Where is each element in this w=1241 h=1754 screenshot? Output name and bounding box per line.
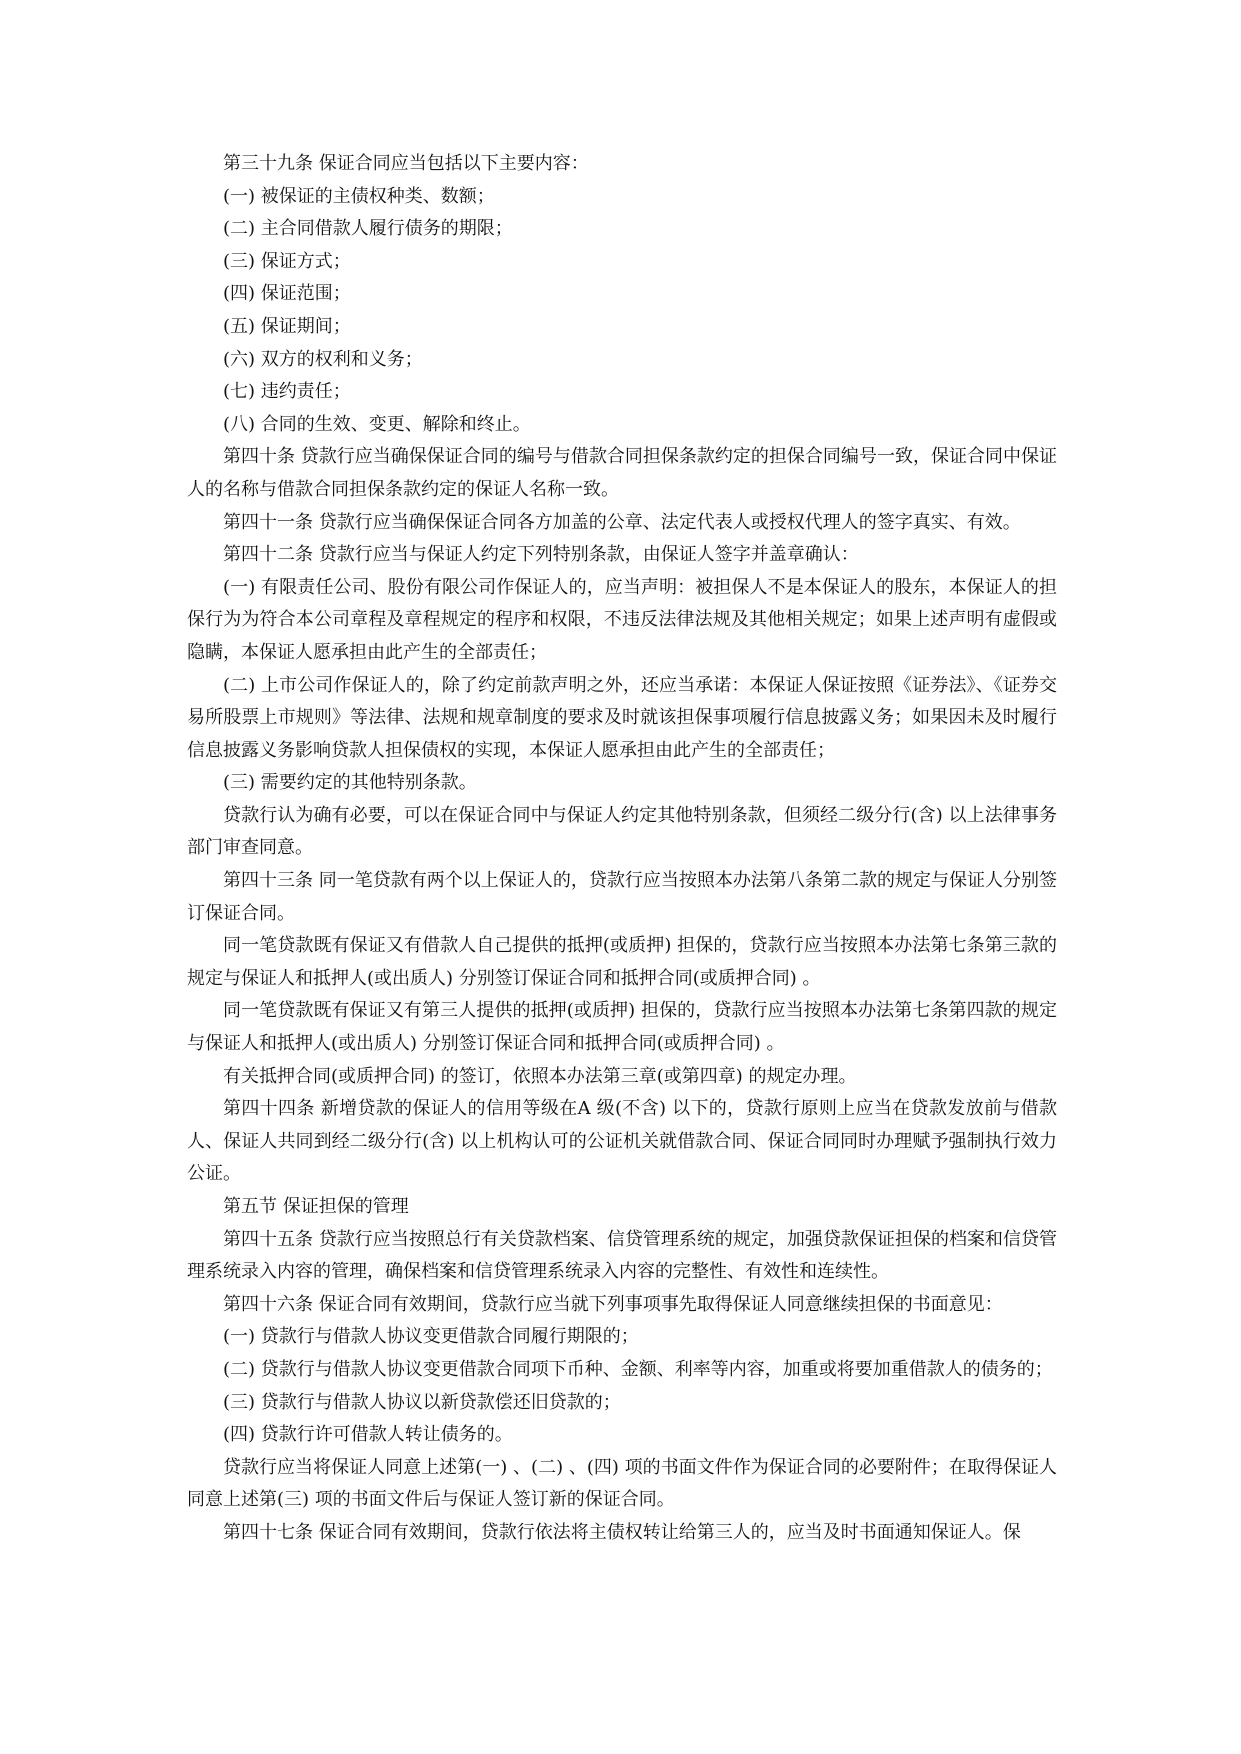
list-item: (二) 上市公司作保证人的，除了约定前款声明之外，还应当承诺：本保证人保证按照《证券法》、《证券交易所股票上市规则》等法律、法规和规章制度的要求及时就该担保事项履行信息披露义务；如果因未及时履行信息披露义务影响贷款人担保债权的实现，本保证人愿承担由此产生的全部责任； (187, 674, 1057, 761)
list-item: (四) 保证范围； (223, 283, 351, 305)
list-item: (八) 合同的生效、变更、解除和终止。 (223, 413, 531, 435)
list-item: (三) 需要约定的其他特别条款。 (223, 772, 477, 794)
article-47: 第四十七条 保证合同有效期间，贷款行依法将主债权转让给第三人的，应当及时书面通知保证人。保 (223, 1521, 1021, 1543)
body-paragraph: 贷款行应当将保证人同意上述第(一) 、(二) 、(四) 项的书面文件作为保证合同的必要附件；在取得保证人同意上述第(三) 项的书面文件后与保证人签订新的保证合同。 (187, 1456, 1057, 1511)
article-41: 第四十一条 贷款行应当确保保证合同各方加盖的公章、法定代表人或授权代理人的签字真实、有效。 (223, 511, 1021, 533)
document-page (187, 148, 1057, 1550)
list-item: (七) 违约责任； (223, 381, 351, 403)
article-39-heading: 第三十九条 保证合同应当包括以下主要内容： (223, 153, 589, 174)
list-item: (五) 保证期间； (223, 315, 351, 337)
body-paragraph: 同一笔贷款既有保证又有第三人提供的抵押(或质押) 担保的，贷款行应当按照本办法第七条第四款的规定与保证人和抵押人(或出质人) 分别签订保证合同和抵押合同(或质押合同) 。 (187, 1000, 1057, 1055)
article-46-heading: 第四十六条 保证合同有效期间，贷款行应当就下列事项事先取得保证人同意继续担保的书面意见： (223, 1293, 1003, 1315)
list-item: (四) 贷款行许可借款人转让债务的。 (223, 1424, 513, 1446)
body-paragraph: 贷款行认为确有必要，可以在保证合同中与保证人约定其他特别条款，但须经二级分行(含) 以上法律事务部门审查同意。 (187, 804, 1057, 859)
body-paragraph: 同一笔贷款既有保证又有借款人自己提供的抵押(或质押) 担保的，贷款行应当按照本办法第七条第三款的规定与保证人和抵押人(或出质人) 分别签订保证合同和抵押合同(或质押合同) 。 (187, 935, 1057, 989)
article-44: 第四十四条 新增贷款的保证人的信用等级在A 级(不含) 以下的，贷款行原则上应当在贷款发放前与借款人、保证人共同到经二级分行(含) 以上机构认可的公证机关就借款合同、保证合同同时办理赋予强制执行效力公证。 (187, 1098, 1057, 1185)
article-45: 第四十五条 贷款行应当按照总行有关贷款档案、信贷管理系统的规定，加强贷款保证担保的档案和信贷管理系统录入内容的管理，确保档案和信贷管理系统录入内容的完整性、有效性和连续性。 (187, 1228, 1057, 1283)
list-item: (二) 贷款行与借款人协议变更借款合同项下币种、金额、利率等内容，加重或将要加重借款人的债务的； (223, 1358, 1053, 1380)
list-item: (三) 贷款行与借款人协议以新贷款偿还旧贷款的； (223, 1391, 621, 1413)
body-paragraph: 有关抵押合同(或质押合同) 的签订，依照本办法第三章(或第四章) 的规定办理。 (223, 1065, 857, 1087)
article-40: 第四十条 贷款行应当确保保证合同的编号与借款合同担保条款约定的担保合同编号一致，保证合同中保证人的名称与借款合同担保条款约定的保证人名称一致。 (187, 446, 1057, 500)
article-43: 第四十三条 同一笔贷款有两个以上保证人的，贷款行应当按照本办法第八条第二款的规定与保证人分别签订保证合同。 (187, 870, 1057, 924)
list-item: (六) 双方的权利和义务； (223, 348, 423, 370)
list-item: (一) 贷款行与借款人协议变更借款合同履行期限的； (223, 1326, 639, 1348)
list-item: (一) 被保证的主债权种类、数额； (223, 185, 495, 207)
section-heading: 第五节 保证担保的管理 (223, 1196, 409, 1217)
list-item: (二) 主合同借款人履行债务的期限； (223, 218, 513, 240)
article-42-heading: 第四十二条 贷款行应当与保证人约定下列特别条款，由保证人签字并盖章确认： (223, 544, 859, 566)
list-item: (一) 有限责任公司、股份有限公司作保证人的，应当声明：被担保人不是本保证人的股东，本保证人的担保行为为符合本公司章程及章程规定的程序和权限，不违反法律法规及其他相关规定；如果上述声明有虚假或隐瞒，本保证人愿承担由此产生的全部责任； (187, 576, 1057, 663)
list-item: (三) 保证方式； (223, 250, 351, 272)
